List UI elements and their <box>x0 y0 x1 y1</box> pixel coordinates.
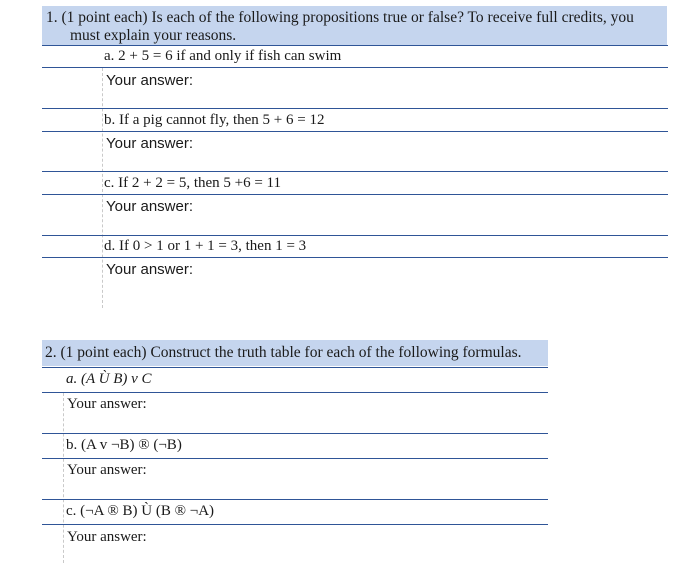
margin-guide <box>63 393 64 563</box>
q1-item-a-label: a. 2 + 5 = 6 if and only if fish can swim <box>104 48 342 64</box>
rule <box>42 433 548 434</box>
rule <box>42 235 668 236</box>
rule <box>42 524 548 525</box>
rule <box>42 171 668 172</box>
q1-item-c-answer-label: Your answer: <box>106 198 193 215</box>
question-1-header <box>42 6 667 45</box>
q1-item-b-answer-label: Your answer: <box>106 135 193 152</box>
q2-item-a-answer-label: Your answer: <box>67 396 147 412</box>
question-1-header-line2: must explain your reasons. <box>70 27 237 44</box>
question-2-header-text: 2. (1 point each) Construct the truth table for each of the following formulas. <box>45 344 522 361</box>
rule <box>42 108 668 109</box>
rule <box>42 458 548 459</box>
q2-item-a-label: a. (A Ù B) v C <box>66 371 152 387</box>
q2-item-b-answer-label: Your answer: <box>67 462 147 478</box>
rule <box>42 499 548 500</box>
rule <box>42 131 668 132</box>
q1-item-c-label: c. If 2 + 2 = 5, then 5 +6 = 11 <box>104 175 282 191</box>
q2-item-c-label: c. (¬A ® B) Ù (B ® ¬A) <box>66 503 215 519</box>
q1-item-a-answer-label: Your answer: <box>106 72 193 89</box>
rule <box>42 257 668 258</box>
rule <box>42 367 548 368</box>
q2-item-c-answer-label: Your answer: <box>67 529 147 545</box>
question-1-header-line1: 1. (1 point each) Is each of the following propositions true or false? To receive full credits, you <box>46 9 634 26</box>
q2-item-b-label: b. (A v ¬B) ® (¬B) <box>66 437 182 453</box>
rule <box>42 392 548 393</box>
q1-item-b-label: b. If a pig cannot fly, then 5 + 6 = 12 <box>104 112 325 128</box>
question-2-header <box>42 340 548 366</box>
q1-item-d-label: d. If 0 > 1 or 1 + 1 = 3, then 1 = 3 <box>104 238 307 254</box>
rule <box>42 194 668 195</box>
rule <box>42 67 668 68</box>
rule <box>42 45 668 46</box>
margin-guide <box>102 68 103 308</box>
q1-item-d-answer-label: Your answer: <box>106 261 193 278</box>
